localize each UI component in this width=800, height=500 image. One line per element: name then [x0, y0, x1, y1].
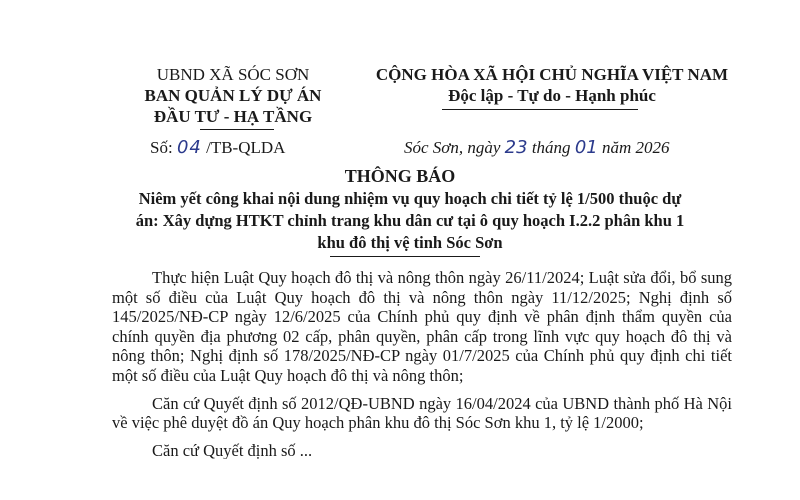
- body-paragraph-2: Căn cứ Quyết định số 2012/QĐ-UBND ngày 16/04/2024 của UBND thành phố Hà Nội về việc phê duyệt đồ án Quy hoạch phân khu đô thị Sóc Sơn khu 1, tỷ lệ 1/2000;: [112, 393, 732, 433]
- number-suffix: /TB-QLDA: [201, 138, 286, 157]
- date-year: năm 2026: [597, 138, 670, 157]
- nation-title: CỘNG HÒA XÃ HỘI CHỦ NGHĨA VIỆT NAM: [375, 65, 729, 84]
- issuing-agency: [118, 64, 348, 127]
- document-body: [112, 268, 732, 467]
- document-subject: Niêm yết công khai nội dung nhiệm vụ quy hoạch chi tiết tỷ lệ 1/500 thuộc dự án: Xây dựng HTKT chỉnh trang khu dân cư tại ô quy hoạch I.2.2 phân khu 1 khu đô thị vệ tinh Sóc Sơn: [135, 189, 685, 252]
- document-title: THÔNG BÁO: [344, 166, 456, 186]
- agency-line-2: BAN QUẢN LÝ DỰ ÁN: [144, 86, 322, 105]
- agency-underline: [200, 129, 274, 130]
- date-month: 01: [574, 137, 598, 158]
- body-paragraph-3: Căn cứ Quyết định số ...: [152, 440, 313, 459]
- date-day: 23: [504, 137, 528, 158]
- national-header: [352, 64, 752, 106]
- number-handwritten: 04: [176, 137, 202, 158]
- subject-underline: [330, 256, 480, 257]
- motto-underline: [442, 109, 638, 110]
- body-paragraph-1: Thực hiện Luật Quy hoạch đô thị và nông thôn ngày 26/11/2024; Luật sửa đổi, bổ sung một số điều của Luật Quy hoạch đô thị và nông thôn ngày 11/12/2025; Nghị định số 145/2025/NĐ-CP ngày 12/6/2025 của Chính phủ quy định về phân định thẩm quyền của chính quyền địa phương 02 cấp, phân quyền, phân cấp trong lĩnh vực quy hoạch đô thị và nông thôn; Nghị định số 178/2025/NĐ-CP ngày 01/7/2025 của Chính phủ quy định chi tiết một số điều của Luật Quy hoạch đô thị và nông thôn;: [112, 268, 732, 385]
- document-number: [150, 137, 285, 158]
- agency-line-3: ĐẦU TƯ - HẠ TẦNG: [153, 107, 313, 126]
- agency-line-1: UBND XÃ SÓC SƠN: [156, 65, 310, 84]
- number-prefix: Số:: [150, 138, 177, 157]
- date-line: [404, 137, 670, 158]
- national-motto: Độc lập - Tự do - Hạnh phúc: [448, 86, 656, 105]
- date-month-label: tháng: [527, 138, 575, 157]
- date-place: Sóc Sơn, ngày: [404, 138, 505, 157]
